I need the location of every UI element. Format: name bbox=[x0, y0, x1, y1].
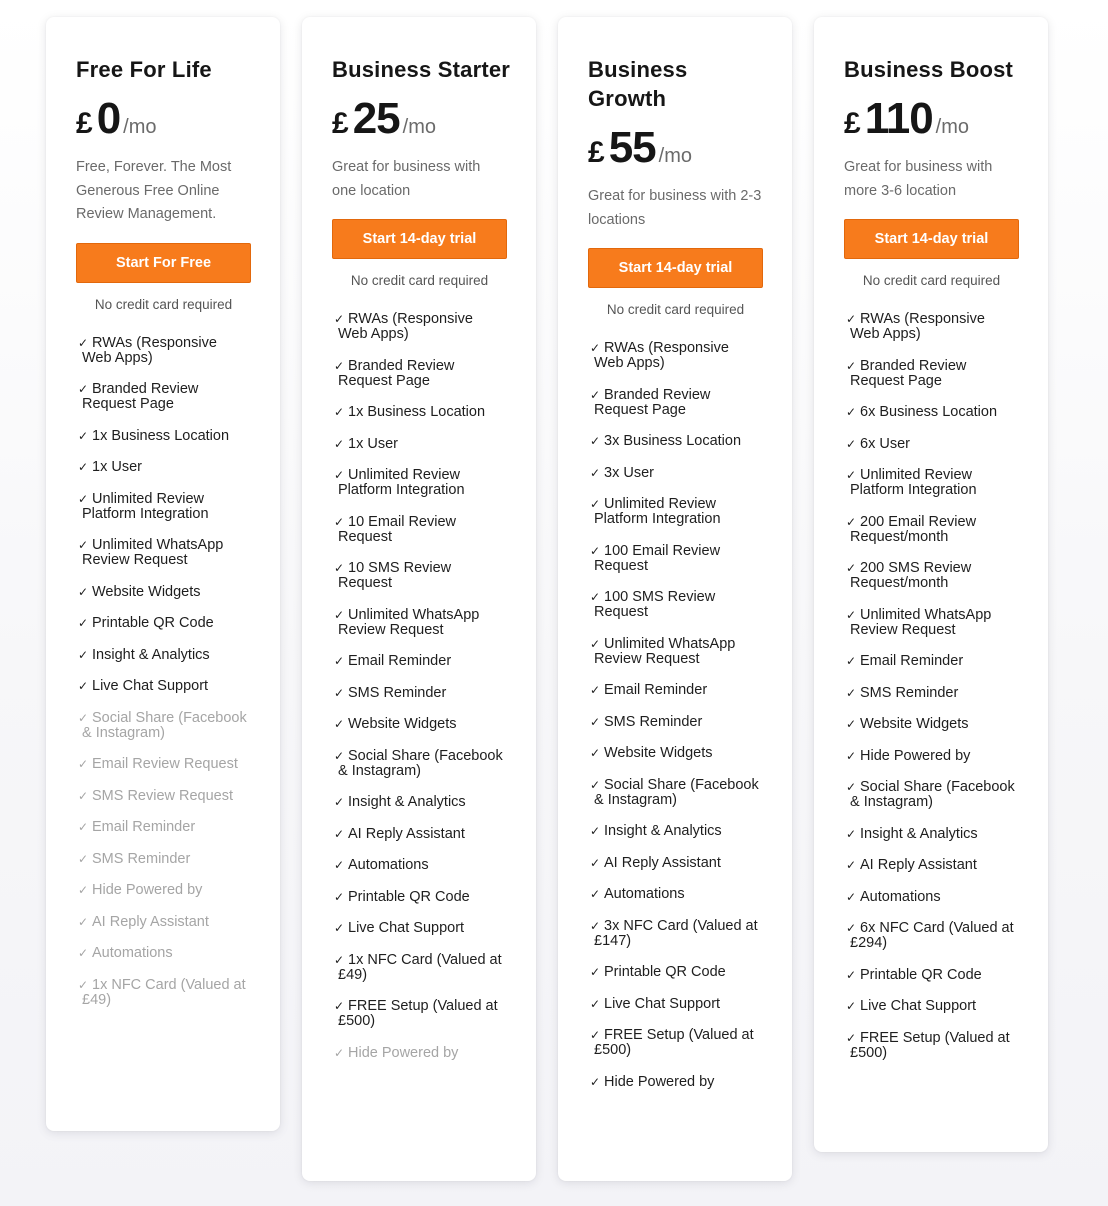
feature-text: Live Chat Support bbox=[604, 995, 721, 1012]
check-icon: ✓ bbox=[334, 514, 345, 529]
check-icon: ✓ bbox=[78, 851, 89, 866]
price-period: /mo bbox=[935, 116, 970, 138]
feature-item bbox=[844, 405, 1018, 420]
feature-item bbox=[844, 608, 1018, 638]
feature-text: Email Reminder bbox=[860, 653, 964, 669]
feature-item bbox=[332, 890, 506, 905]
check-icon: ✓ bbox=[334, 952, 345, 967]
check-icon: ✓ bbox=[78, 616, 89, 630]
check-icon: ✓ bbox=[334, 921, 345, 935]
check-icon: ✓ bbox=[846, 312, 857, 326]
plan-card-business-boost bbox=[814, 17, 1048, 1152]
feature-item bbox=[844, 561, 1018, 591]
check-icon: ✓ bbox=[334, 468, 345, 482]
check-icon: ✓ bbox=[78, 757, 89, 771]
feature-item bbox=[588, 856, 762, 871]
feature-item bbox=[332, 795, 506, 810]
feature-list bbox=[588, 341, 762, 1090]
feature-text: FREE Setup (Valued at £500) bbox=[338, 998, 498, 1029]
feature-item bbox=[76, 757, 250, 772]
check-icon: ✓ bbox=[334, 999, 345, 1013]
check-icon: ✓ bbox=[590, 683, 601, 697]
no-credit-card-note: No credit card required bbox=[862, 273, 1001, 288]
check-icon: ✓ bbox=[334, 405, 345, 419]
feature-text: Email Reminder bbox=[348, 653, 452, 669]
check-icon: ✓ bbox=[334, 436, 345, 451]
plan-card-business-starter bbox=[302, 17, 536, 1181]
plan-description: Great for business with more 3-6 location bbox=[844, 159, 993, 199]
feature-item bbox=[844, 437, 1018, 452]
feature-item bbox=[844, 921, 1018, 951]
check-icon: ✓ bbox=[590, 1074, 601, 1089]
check-icon: ✓ bbox=[846, 685, 857, 700]
check-icon: ✓ bbox=[78, 820, 89, 834]
feature-text: 1x User bbox=[92, 459, 142, 475]
price bbox=[332, 94, 506, 142]
feature-item bbox=[588, 544, 762, 574]
feature-item bbox=[844, 468, 1018, 498]
check-icon: ✓ bbox=[334, 748, 345, 763]
feature-text: Printable QR Code bbox=[604, 964, 726, 980]
feature-text: Live Chat Support bbox=[860, 998, 977, 1014]
feature-item bbox=[332, 515, 506, 545]
feature-item bbox=[588, 466, 762, 481]
feature-text: 1x NFC Card (Valued at £49) bbox=[338, 951, 502, 983]
feature-text: AI Reply Assistant bbox=[604, 854, 721, 871]
check-icon: ✓ bbox=[846, 607, 857, 622]
check-icon: ✓ bbox=[334, 826, 345, 841]
price-currency: £ bbox=[332, 107, 349, 140]
check-icon: ✓ bbox=[590, 465, 601, 480]
check-icon: ✓ bbox=[590, 965, 601, 979]
feature-text: Email Reminder bbox=[92, 819, 196, 835]
price-amount: 25 bbox=[352, 94, 400, 143]
check-icon: ✓ bbox=[78, 679, 89, 693]
plan-card-free-for-life bbox=[46, 17, 280, 1131]
feature-item bbox=[332, 359, 506, 389]
feature-text: Social Share (Facebook & Instagram) bbox=[82, 709, 247, 741]
feature-text: Unlimited Review Platform Integration bbox=[82, 490, 209, 522]
check-icon: ✓ bbox=[334, 685, 345, 700]
feature-text: Hide Powered by bbox=[604, 1073, 715, 1090]
feature-item bbox=[588, 388, 762, 418]
check-icon: ✓ bbox=[590, 824, 601, 838]
feature-text: 6x Business Location bbox=[860, 404, 998, 420]
feature-text: Branded Review Request Page bbox=[82, 381, 199, 412]
feature-text: 3x NFC Card (Valued at £147) bbox=[594, 917, 758, 949]
price bbox=[76, 94, 250, 142]
feature-text: Unlimited WhatsApp Review Request bbox=[850, 606, 992, 638]
feature-item bbox=[332, 561, 506, 591]
price bbox=[844, 94, 1018, 142]
feature-item bbox=[844, 717, 1018, 732]
feature-text: Automations bbox=[860, 888, 941, 905]
feature-text: FREE Setup (Valued at £500) bbox=[594, 1027, 754, 1058]
feature-item bbox=[76, 382, 250, 412]
start-trial-button[interactable]: Start 14-day trial bbox=[588, 248, 763, 288]
check-icon: ✓ bbox=[78, 335, 89, 350]
feature-item bbox=[332, 437, 506, 452]
feature-text: Email Review Request bbox=[92, 756, 238, 772]
price bbox=[588, 123, 762, 171]
price-currency: £ bbox=[588, 136, 605, 169]
feature-item bbox=[588, 887, 762, 902]
feature-item bbox=[844, 780, 1018, 810]
feature-item bbox=[588, 497, 762, 527]
check-icon: ✓ bbox=[78, 647, 89, 662]
feature-text: Insight & Analytics bbox=[604, 823, 722, 839]
feature-item bbox=[332, 953, 506, 983]
feature-text: 3x Business Location bbox=[604, 433, 742, 449]
feature-item bbox=[332, 654, 506, 669]
check-icon: ✓ bbox=[846, 717, 857, 731]
feature-text: RWAs (Responsive Web Apps) bbox=[338, 311, 473, 342]
check-icon: ✓ bbox=[590, 887, 601, 901]
feature-text: Automations bbox=[348, 857, 429, 873]
feature-item bbox=[76, 616, 250, 631]
check-icon: ✓ bbox=[334, 607, 345, 622]
no-credit-card-note: No credit card required bbox=[350, 273, 489, 288]
feature-item bbox=[332, 405, 506, 420]
feature-text: Unlimited WhatsApp Review Request bbox=[594, 635, 736, 667]
feature-text: RWAs (Responsive Web Apps) bbox=[82, 334, 217, 366]
check-icon: ✓ bbox=[590, 497, 601, 511]
plan-description: Great for business with one location bbox=[332, 159, 481, 199]
check-icon: ✓ bbox=[846, 1030, 857, 1045]
feature-text: 10 SMS Review Request bbox=[338, 560, 452, 591]
start-for-free-button[interactable]: Start For Free bbox=[76, 243, 251, 283]
feature-text: 1x Business Location bbox=[348, 404, 486, 420]
feature-text: AI Reply Assistant bbox=[860, 857, 977, 873]
check-icon: ✓ bbox=[846, 921, 857, 935]
check-icon: ✓ bbox=[334, 312, 345, 326]
feature-text: SMS Reminder bbox=[92, 850, 191, 867]
feature-item bbox=[588, 997, 762, 1012]
check-icon: ✓ bbox=[78, 883, 89, 897]
feature-text: Website Widgets bbox=[604, 745, 713, 761]
check-icon: ✓ bbox=[846, 999, 857, 1013]
check-icon: ✓ bbox=[846, 654, 857, 668]
check-icon: ✓ bbox=[590, 777, 601, 792]
feature-text: Branded Review Request Page bbox=[850, 357, 967, 389]
feature-text: Social Share (Facebook & Instagram) bbox=[338, 747, 503, 779]
check-icon: ✓ bbox=[334, 1045, 345, 1060]
check-icon: ✓ bbox=[590, 746, 601, 760]
check-icon: ✓ bbox=[846, 967, 857, 982]
check-icon: ✓ bbox=[78, 914, 89, 929]
feature-text: Unlimited WhatsApp Review Request bbox=[82, 537, 224, 568]
feature-item bbox=[76, 585, 250, 600]
feature-text: 100 SMS Review Request bbox=[594, 589, 716, 620]
feature-text: 200 SMS Review Request/month bbox=[850, 560, 972, 591]
feature-text: RWAs (Responsive Web Apps) bbox=[594, 340, 729, 371]
check-icon: ✓ bbox=[334, 889, 345, 904]
feature-text: Social Share (Facebook & Instagram) bbox=[594, 776, 759, 808]
check-icon: ✓ bbox=[78, 382, 89, 396]
check-icon: ✓ bbox=[78, 584, 89, 599]
feature-item bbox=[588, 824, 762, 839]
check-icon: ✓ bbox=[846, 748, 857, 763]
feature-text: RWAs (Responsive Web Apps) bbox=[850, 311, 985, 342]
price-period: /mo bbox=[658, 145, 692, 167]
check-icon: ✓ bbox=[590, 1028, 601, 1042]
feature-text: Insight & Analytics bbox=[92, 646, 210, 663]
feature-text: Branded Review Request Page bbox=[594, 386, 711, 418]
feature-item bbox=[588, 683, 762, 698]
feature-text: Hide Powered by bbox=[860, 747, 971, 764]
check-icon: ✓ bbox=[846, 889, 857, 904]
check-icon: ✓ bbox=[846, 358, 857, 373]
feature-item bbox=[844, 312, 1018, 342]
feature-item bbox=[76, 711, 250, 741]
check-icon: ✓ bbox=[78, 491, 89, 506]
check-icon: ✓ bbox=[334, 358, 345, 373]
feature-item bbox=[588, 434, 762, 449]
price-period: /mo bbox=[402, 116, 436, 138]
price-currency: £ bbox=[76, 107, 93, 140]
feature-text: Printable QR Code bbox=[860, 966, 982, 983]
feature-text: Hide Powered by bbox=[348, 1044, 459, 1061]
check-icon: ✓ bbox=[846, 826, 857, 841]
feature-text: FREE Setup (Valued at £500) bbox=[850, 1029, 1010, 1061]
check-icon: ✓ bbox=[590, 714, 601, 729]
feature-text: Website Widgets bbox=[348, 716, 457, 732]
feature-item bbox=[588, 1028, 762, 1058]
feature-text: SMS Reminder bbox=[860, 684, 959, 701]
plan-card-business-growth bbox=[558, 17, 792, 1181]
feature-item bbox=[332, 1046, 506, 1061]
feature-item bbox=[844, 359, 1018, 389]
feature-item bbox=[332, 717, 506, 732]
check-icon: ✓ bbox=[590, 855, 601, 870]
price-period: /mo bbox=[123, 116, 157, 138]
check-icon: ✓ bbox=[334, 858, 345, 872]
feature-item bbox=[76, 789, 250, 804]
feature-text: Insight & Analytics bbox=[348, 794, 466, 810]
check-icon: ✓ bbox=[78, 946, 89, 960]
check-icon: ✓ bbox=[846, 561, 857, 575]
feature-item bbox=[332, 858, 506, 873]
feature-text: Live Chat Support bbox=[92, 678, 209, 694]
check-icon: ✓ bbox=[590, 341, 601, 355]
feature-item bbox=[588, 746, 762, 761]
check-icon: ✓ bbox=[590, 996, 601, 1011]
feature-item bbox=[332, 749, 506, 779]
feature-item bbox=[588, 590, 762, 620]
feature-item bbox=[588, 919, 762, 949]
feature-text: Social Share (Facebook & Instagram) bbox=[850, 779, 1015, 810]
feature-item bbox=[844, 686, 1018, 701]
feature-item bbox=[76, 492, 250, 522]
feature-text: Branded Review Request Page bbox=[338, 357, 455, 389]
feature-item bbox=[76, 429, 250, 444]
plan-description: Great for business with 2-3 locations bbox=[588, 188, 762, 228]
check-icon: ✓ bbox=[78, 788, 89, 803]
feature-text: AI Reply Assistant bbox=[348, 825, 465, 842]
feature-item bbox=[844, 968, 1018, 983]
feature-item bbox=[332, 468, 506, 498]
check-icon: ✓ bbox=[590, 543, 601, 558]
feature-item bbox=[844, 749, 1018, 764]
feature-text: SMS Reminder bbox=[604, 713, 703, 730]
check-icon: ✓ bbox=[334, 717, 345, 731]
check-icon: ✓ bbox=[846, 858, 857, 872]
feature-item bbox=[76, 946, 250, 961]
feature-text: Email Reminder bbox=[604, 682, 708, 698]
start-trial-button[interactable]: Start 14-day trial bbox=[844, 219, 1019, 259]
feature-text: 1x Business Location bbox=[92, 427, 230, 444]
feature-text: 100 Email Review Request bbox=[594, 542, 721, 574]
check-icon: ✓ bbox=[78, 428, 89, 443]
check-icon: ✓ bbox=[334, 561, 345, 575]
feature-item bbox=[844, 1031, 1018, 1061]
feature-item bbox=[588, 965, 762, 980]
feature-text: Unlimited Review Platform Integration bbox=[850, 467, 977, 498]
plan-description: Free, Forever. The Most Generous Free Online Review Management. bbox=[76, 159, 232, 222]
feature-item bbox=[76, 820, 250, 835]
feature-item bbox=[588, 778, 762, 808]
feature-text: Unlimited WhatsApp Review Request bbox=[338, 606, 480, 638]
feature-item bbox=[844, 827, 1018, 842]
feature-text: Unlimited Review Platform Integration bbox=[338, 467, 465, 498]
feature-item bbox=[844, 515, 1018, 545]
check-icon: ✓ bbox=[334, 795, 345, 809]
feature-item bbox=[588, 637, 762, 667]
price-amount: 0 bbox=[96, 94, 121, 143]
feature-item bbox=[76, 978, 250, 1008]
feature-text: SMS Reminder bbox=[348, 684, 447, 701]
feature-item bbox=[332, 312, 506, 342]
feature-item bbox=[332, 827, 506, 842]
feature-item bbox=[76, 915, 250, 930]
feature-item bbox=[76, 679, 250, 694]
feature-list bbox=[76, 336, 250, 1008]
feature-text: SMS Review Request bbox=[92, 787, 234, 804]
feature-item bbox=[332, 686, 506, 701]
feature-item bbox=[76, 460, 250, 475]
check-icon: ✓ bbox=[78, 538, 89, 552]
feature-item bbox=[844, 999, 1018, 1014]
feature-item bbox=[76, 883, 250, 898]
feature-item bbox=[844, 654, 1018, 669]
start-trial-button[interactable]: Start 14-day trial bbox=[332, 219, 507, 259]
feature-item bbox=[588, 715, 762, 730]
feature-text: AI Reply Assistant bbox=[92, 913, 209, 930]
check-icon: ✓ bbox=[590, 636, 601, 651]
feature-item bbox=[332, 921, 506, 936]
feature-text: 3x User bbox=[604, 464, 654, 481]
feature-item bbox=[332, 999, 506, 1029]
feature-item bbox=[76, 336, 250, 366]
check-icon: ✓ bbox=[334, 654, 345, 668]
feature-text: 200 Email Review Request/month bbox=[850, 513, 977, 545]
check-icon: ✓ bbox=[78, 710, 89, 725]
check-icon: ✓ bbox=[846, 468, 857, 482]
plan-name: Business Growth bbox=[588, 57, 688, 111]
feature-text: 1x NFC Card (Valued at £49) bbox=[82, 976, 246, 1008]
plan-name: Business Starter bbox=[332, 57, 511, 82]
feature-text: 1x User bbox=[348, 435, 398, 452]
feature-item bbox=[76, 538, 250, 568]
no-credit-card-note: No credit card required bbox=[94, 296, 233, 312]
plan-name: Free For Life bbox=[76, 57, 212, 82]
feature-text: Website Widgets bbox=[860, 716, 969, 732]
feature-text: Automations bbox=[92, 945, 173, 961]
price-currency: £ bbox=[844, 107, 861, 140]
feature-item bbox=[588, 1075, 762, 1090]
feature-item bbox=[844, 890, 1018, 905]
feature-text: Automations bbox=[604, 886, 685, 902]
feature-text: Live Chat Support bbox=[348, 920, 465, 936]
check-icon: ✓ bbox=[78, 977, 89, 992]
price-amount: 110 bbox=[864, 94, 933, 143]
no-credit-card-note: No credit card required bbox=[606, 302, 745, 317]
check-icon: ✓ bbox=[590, 434, 601, 448]
check-icon: ✓ bbox=[590, 387, 601, 402]
check-icon: ✓ bbox=[846, 514, 857, 529]
feature-item bbox=[332, 608, 506, 638]
feature-text: Unlimited Review Platform Integration bbox=[594, 496, 721, 527]
feature-item bbox=[76, 648, 250, 663]
feature-text: 6x User bbox=[860, 435, 910, 452]
feature-item bbox=[844, 858, 1018, 873]
feature-text: 10 Email Review Request bbox=[338, 513, 456, 545]
check-icon: ✓ bbox=[846, 780, 857, 794]
check-icon: ✓ bbox=[590, 590, 601, 604]
check-icon: ✓ bbox=[846, 405, 857, 419]
plan-name: Business Boost bbox=[844, 57, 1014, 82]
feature-item bbox=[588, 341, 762, 371]
feature-list bbox=[844, 312, 1018, 1061]
check-icon: ✓ bbox=[846, 436, 857, 451]
feature-text: Insight & Analytics bbox=[860, 825, 978, 842]
feature-text: Website Widgets bbox=[92, 583, 201, 600]
feature-text: Printable QR Code bbox=[92, 615, 214, 631]
feature-text: Printable QR Code bbox=[348, 888, 470, 905]
feature-list bbox=[332, 312, 506, 1061]
check-icon: ✓ bbox=[78, 460, 89, 474]
feature-text: Hide Powered by bbox=[92, 882, 203, 898]
check-icon: ✓ bbox=[590, 918, 601, 933]
feature-item bbox=[76, 852, 250, 867]
price-amount: 55 bbox=[608, 123, 656, 172]
feature-text: 6x NFC Card (Valued at £294) bbox=[850, 920, 1014, 951]
